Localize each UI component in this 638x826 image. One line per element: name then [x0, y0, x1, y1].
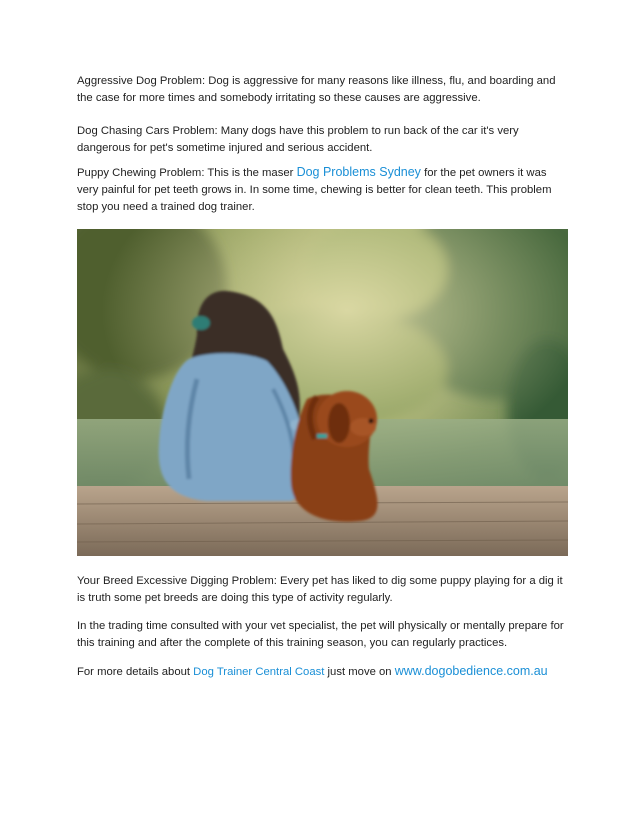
- dog-trainer-central-coast-link[interactable]: Dog Trainer Central Coast: [193, 666, 325, 678]
- dog-problems-sydney-link[interactable]: Dog Problems Sydney: [296, 165, 421, 179]
- chewing-text-end: for the pet owners it was very painful for pet teeth grows in. In some time, chewing is better for clean teeth. This problem stop you need a trained dog trainer.: [77, 167, 552, 213]
- dogobedience-website-link[interactable]: www.dogobedience.com.au: [394, 664, 548, 678]
- paragraph-puppy-chewing: [77, 164, 567, 216]
- paragraph-aggressive: Aggressive Dog Problem: Dog is aggressive for many reasons like illness, flu, and boarding and the case for more times and somebody irritating so these causes are aggressive.: [77, 75, 556, 104]
- girl-with-dog-photo: [77, 229, 568, 556]
- chewing-text-start: Puppy Chewing Problem: This is the maser: [77, 167, 297, 179]
- paragraph-details: [77, 663, 567, 681]
- details-text-start: For more details about: [77, 666, 194, 678]
- details-text-middle: just move on: [324, 666, 395, 678]
- paragraph-chasing-cars: Dog Chasing Cars Problem: Many dogs have this problem to run back of the car it's very dangerous for pet's sometime injured and serious accident.: [77, 125, 519, 154]
- paragraph-digging: Your Breed Excessive Digging Problem: Every pet has liked to dig some puppy playing for a dig it is truth some pet breeds are doing this type of activity regularly.: [77, 575, 563, 604]
- paragraph-training: In the trading time consulted with your vet specialist, the pet will physically or mentally prepare for this training and after the complete of this training season, you can regularly practices.: [77, 620, 564, 649]
